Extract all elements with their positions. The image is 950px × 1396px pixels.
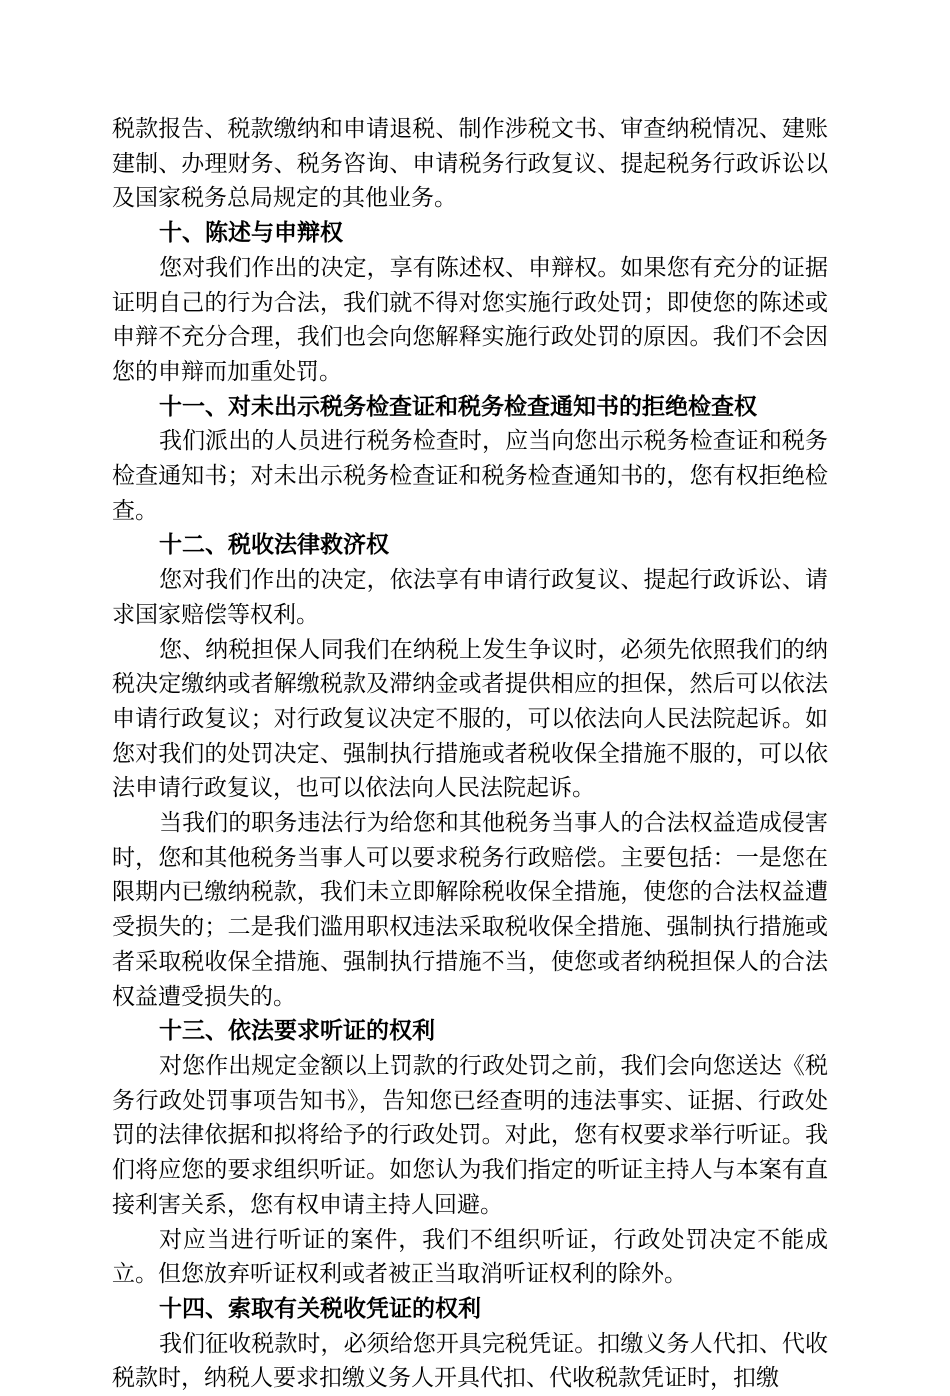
document-page <box>112 112 828 1396</box>
heading-13: 十三、依法要求听证的权利 <box>159 1017 435 1045</box>
paragraph-12-2: 您、纳税担保人同我们在纳税上发生争议时，必须先依照我们的纳税决定缴纳或者解缴税款及滞纳金或者提供相应的担保，然后可以依法申请行政复议；对行政复议决定不服的，可以依法向人民法院起诉。如您对我们的处罚决定、强制执行措施或者税收保全措施不服的，可以依法申请行政复议，也可以依法向人民法院起诉。 <box>112 636 828 802</box>
paragraph-13-2: 对应当进行听证的案件，我们不组织听证，行政处罚决定不能成立。但您放弃听证权利或者被正当取消听证权利的除外。 <box>112 1226 828 1288</box>
paragraph-11-1: 我们派出的人员进行税务检查时，应当向您出示税务检查证和税务检查通知书；对未出示税务检查证和税务检查通知书的，您有权拒绝检查。 <box>112 428 828 524</box>
paragraph-14-1: 我们征收税款时，必须给您开具完税凭证。扣缴义务人代扣、代收税款时，纳税人要求扣缴义务人开具代扣、代收税款凭证时，扣缴 <box>112 1330 828 1392</box>
paragraph-intro: 税款报告、税款缴纳和申请退税、制作涉税文书、审查纳税情况、建账建制、办理财务、税务咨询、申请税务行政复议、提起税务行政诉讼以及国家税务总局规定的其他业务。 <box>112 116 828 212</box>
paragraph-12-1: 您对我们作出的决定，依法享有申请行政复议、提起行政诉讼、请求国家赔偿等权利。 <box>112 567 828 628</box>
paragraph-12-3: 当我们的职务违法行为给您和其他税务当事人的合法权益造成侵害时，您和其他税务当事人可以要求税务行政赔偿。主要包括：一是您在限期内已缴纳税款，我们未立即解除税收保全措施，使您的合法权益遭受损失的；二是我们滥用职权违法采取税收保全措施、强制执行措施或者采取税收保全措施、强制执行措施不当，使您或者纳税担保人的合法权益遭受损失的。 <box>112 810 828 1010</box>
heading-12: 十二、税收法律救济权 <box>159 531 389 559</box>
heading-14: 十四、索取有关税收凭证的权利 <box>159 1294 481 1322</box>
heading-10: 十、陈述与申辩权 <box>159 219 343 247</box>
paragraph-10-1: 您对我们作出的决定，享有陈述权、申辩权。如果您有充分的证据证明自己的行为合法，我们就不得对您实施行政处罚；即使您的陈述或申辩不充分合理，我们也会向您解释实施行政处罚的原因。我们不会因您的申辩而加重处罚。 <box>112 254 828 385</box>
paragraph-13-1: 对您作出规定金额以上罚款的行政处罚之前，我们会向您送达《税务行政处罚事项告知书》，告知您已经查明的违法事实、证据、行政处罚的法律依据和拟将给予的行政处罚。对此，您有权要求举行听证。我们将应您的要求组织听证。如您认为我们指定的听证主持人与本案有直接利害关系，您有权申请主持人回避。 <box>112 1052 828 1218</box>
heading-11: 十一、对未出示税务检查证和税务检查通知书的拒绝检查权 <box>159 392 757 420</box>
